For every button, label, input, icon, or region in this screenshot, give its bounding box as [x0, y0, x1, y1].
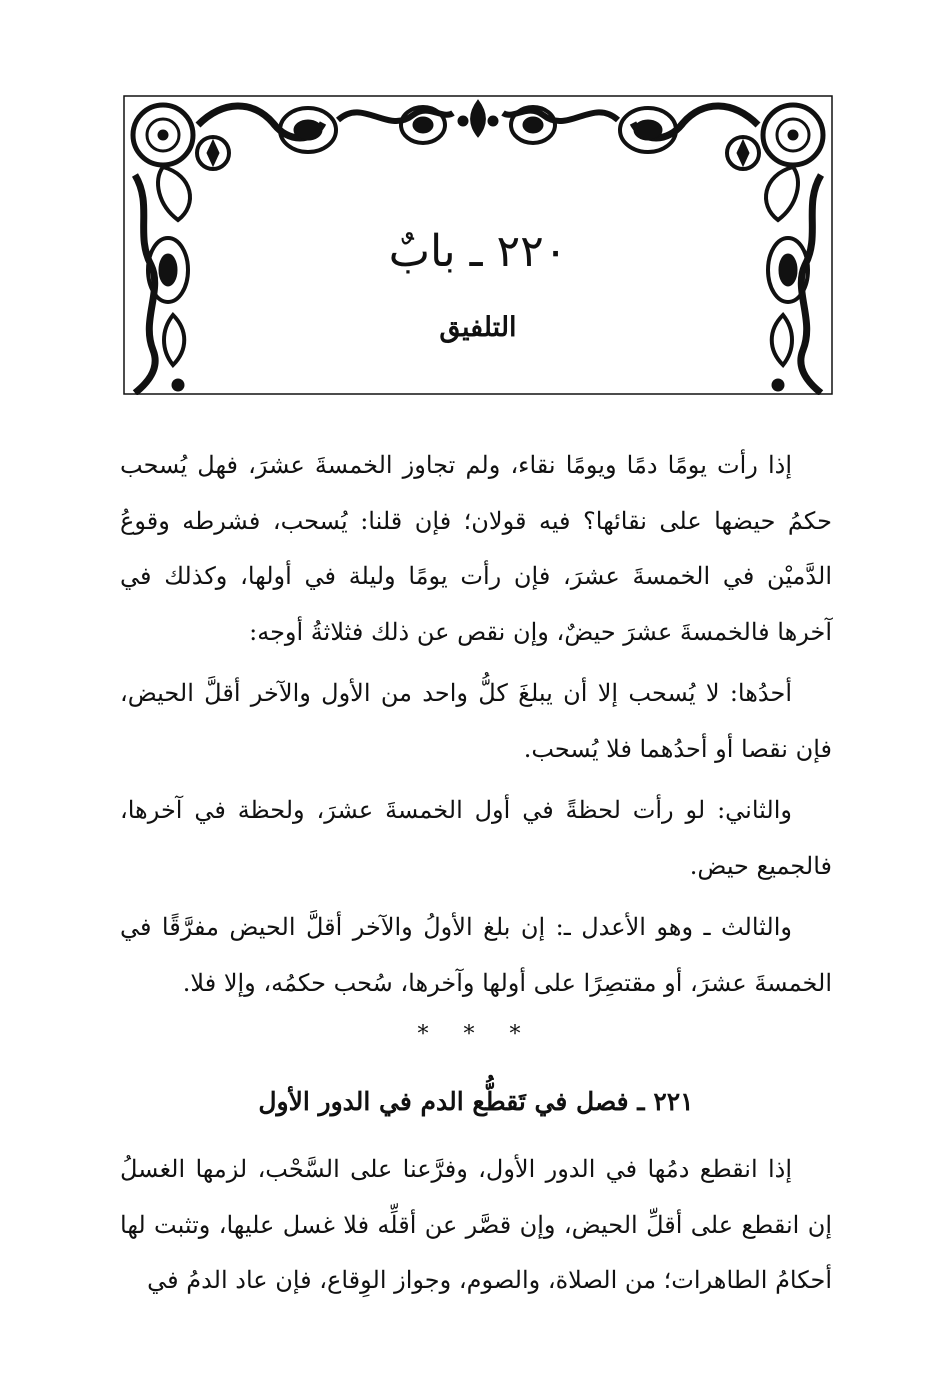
paragraph-second-view: والثاني: لو رأت لحظةً في أول الخمسةَ عشرَ، ولحظة في آخرها، فالجميع حيض.	[120, 796, 832, 880]
chapter-number-heading: ٢٢٠ ـ بابٌ	[388, 226, 568, 277]
section-separator: * * *	[417, 1022, 535, 1047]
section-heading: ٢٢١ ـ فصل في تَقطُّع الدم في الدور الأول	[258, 1087, 694, 1116]
section-paragraph: إذا انقطع دمُها في الدور الأول، وفرَّعنا على السَّحْب، لزمها الغسلُ إن انقطع على أقلِّ الحيض، وإن قصَّر عن أقلِّه فلا غسل عليها، وتثبت لها أحكامُ الطاهرات؛ من الصلاة، والصوم، وجواز الوِقاع، فإن عاد الدمُ في	[120, 1155, 832, 1294]
section-body	[120, 1142, 832, 1309]
paragraph-intro: إذا رأت يومًا دمًا ويومًا نقاء، ولم تجاوز الخمسةَ عشرَ، فهل يُسحب حكمُ حيضها على نقائها؟ فيه قولان؛ فإن قلنا: يُسحب، فشرطه وقوعُ الدَّميْن في الخمسةَ عشرَ، فإن رأت يومًا وليلة في أولها، وكذلك في آخرها فالخمسةَ عشرَ حيضٌ، وإن نقص عن ذلك فثلاثةُ أوجه:	[120, 451, 832, 646]
paragraph-first-view: أحدُها: لا يُسحب إلا أن يبلغَ كلُّ واحد من الأول والآخر أقلَّ الحيض، فإن نقصا أو أحدُهما فلا يُسحب.	[120, 679, 832, 763]
chapter-title: التلفيق	[439, 312, 517, 343]
paragraph-third-view: والثالث ـ وهو الأعدل ـ: إن بلغ الأولُ والآخر أقلَّ الحيض مفرَّقًا في الخمسةَ عشرَ، أو مقتصِرًا على أولها وآخرها، سُحب حكمُه، وإلا فلا.	[120, 913, 832, 997]
chapter-body	[120, 438, 832, 1011]
